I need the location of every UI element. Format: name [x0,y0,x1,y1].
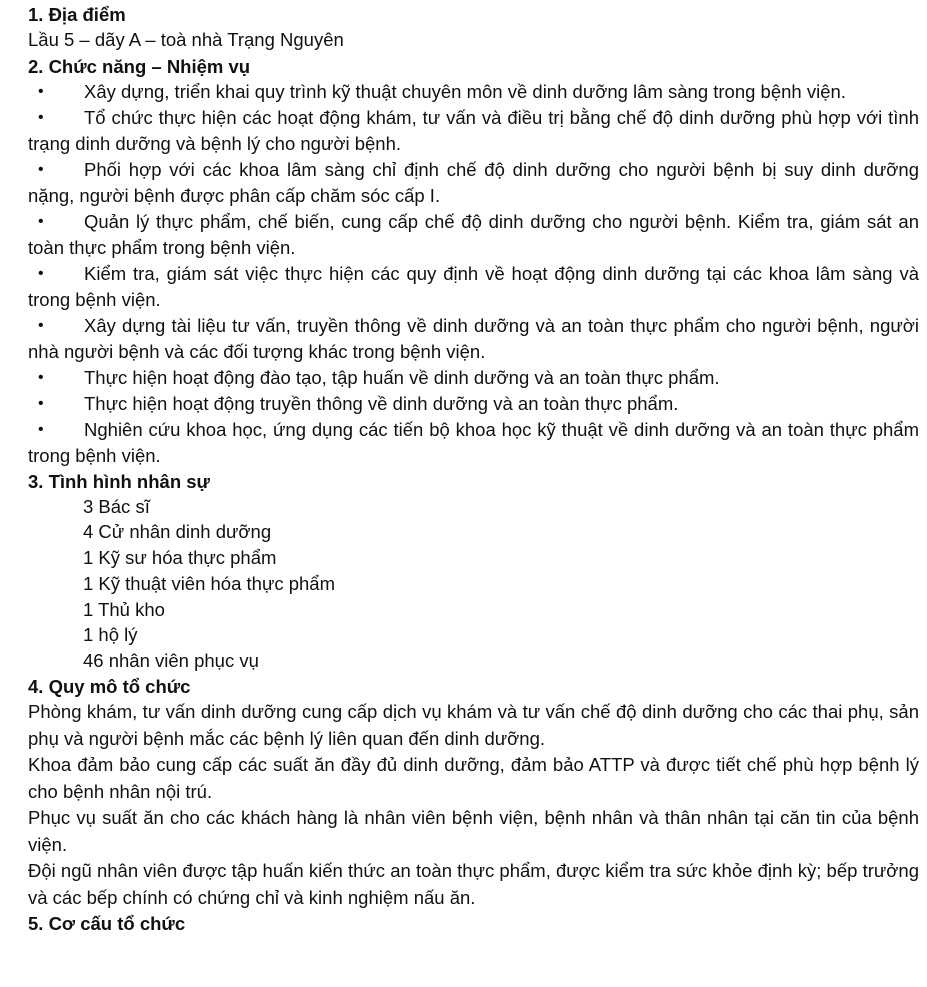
function-item-text: Tổ chức thực hiện các hoạt động khám, tư vấn và điều trị bằng chế độ dinh dưỡng phù hợp với tình trạng dinh dưỡng và bệnh lý cho người bệnh. [28,106,919,154]
staff-item: 1 Thủ kho [83,598,165,620]
function-item-text: Kiểm tra, giám sát việc thực hiện các quy định về hoạt động dinh dưỡng tại các khoa lâm sàng và trong bệnh viện. [28,262,919,310]
staff-list [28,494,919,675]
function-item [28,391,919,417]
function-item-text: Xây dựng, triển khai quy trình kỹ thuật chuyên môn về dinh dưỡng lâm sàng trong bệnh viện. [84,80,846,102]
section-heading-scale: 4. Quy mô tổ chức [28,676,191,698]
bullet-icon: • [38,264,44,282]
function-item-text: Nghiên cứu khoa học, ứng dụng các tiến bộ khoa học kỹ thuật về dinh dưỡng và an toàn thực phẩm trong bệnh viện. [28,418,919,466]
scale-paragraph: Phục vụ suất ăn cho các khách hàng là nhân viên bệnh viện, bệnh nhân và thân nhân tại căn tin của bệnh viện. [28,807,919,855]
function-item [28,261,919,313]
staff-item: 3 Bác sĩ [83,495,150,517]
scale-paragraph: Khoa đảm bảo cung cấp các suất ăn đầy đủ dinh dưỡng, đảm bảo ATTP và được tiết chế phù hợp bệnh lý cho bệnh nhân nội trú. [28,754,919,802]
scale-paragraph: Đội ngũ nhân viên được tập huấn kiến thức an toàn thực phẩm, được kiểm tra sức khỏe định kỳ; bếp trưởng và các bếp chính có chứng chỉ và kinh nghiệm nấu ăn. [28,860,919,908]
bullet-icon: • [38,108,44,126]
function-item-text: Phối hợp với các khoa lâm sàng chỉ định chế độ dinh dưỡng cho người bệnh bị suy dinh dưỡng nặng, người bệnh được phân cấp chăm sóc cấp I. [28,158,919,206]
function-item-text: Xây dựng tài liệu tư vấn, truyền thông về dinh dưỡng và an toàn thực phẩm cho người bệnh, người nhà người bệnh và các đối tượng khác trong bệnh viện. [28,314,919,362]
bullet-icon: • [38,368,44,386]
function-item-text: Thực hiện hoạt động truyền thông về dinh dưỡng và an toàn thực phẩm. [84,392,679,414]
function-item [28,313,919,365]
section-heading-staff: 3. Tình hình nhân sự [28,470,210,492]
bullet-icon: • [38,82,44,100]
bullet-icon: • [38,160,44,178]
staff-item: 46 nhân viên phục vụ [83,650,259,672]
bullet-icon: • [38,420,44,438]
staff-item: 1 hộ lý [83,624,138,646]
function-item-text: Thực hiện hoạt động đào tạo, tập huấn về dinh dưỡng và an toàn thực phẩm. [84,366,720,388]
section-heading-functions: 2. Chức năng – Nhiệm vụ [28,55,251,77]
staff-item: 1 Kỹ thuật viên hóa thực phẩm [83,572,336,594]
scale-paragraphs [28,699,919,911]
bullet-icon: • [38,316,44,334]
function-item [28,157,919,209]
function-item [28,209,919,261]
section-heading-location: 1. Địa điểm [28,4,126,25]
staff-item: 1 Kỹ sư hóa thực phẩm [83,547,277,569]
section-heading-structure: 5. Cơ cấu tổ chức [28,913,186,935]
scale-paragraph: Phòng khám, tư vấn dinh dưỡng cung cấp dịch vụ khám và tư vấn chế độ dinh dưỡng cho các thai phụ, sản phụ và người bệnh mắc các bệnh lý liên quan đến dinh dưỡng. [28,701,919,749]
staff-item: 4 Cử nhân dinh dưỡng [83,521,272,543]
functions-list [28,79,919,469]
location-text: Lầu 5 – dãy A – toà nhà Trạng Nguyên [28,29,344,50]
function-item [28,417,919,469]
function-item [28,105,919,157]
function-item [28,365,919,391]
function-item [28,79,919,105]
function-item-text: Quản lý thực phẩm, chế biến, cung cấp chế độ dinh dưỡng cho người bệnh. Kiểm tra, giám sát an toàn thực phẩm trong bệnh viện. [28,210,919,258]
bullet-icon: • [38,394,44,412]
bullet-icon: • [38,212,44,230]
